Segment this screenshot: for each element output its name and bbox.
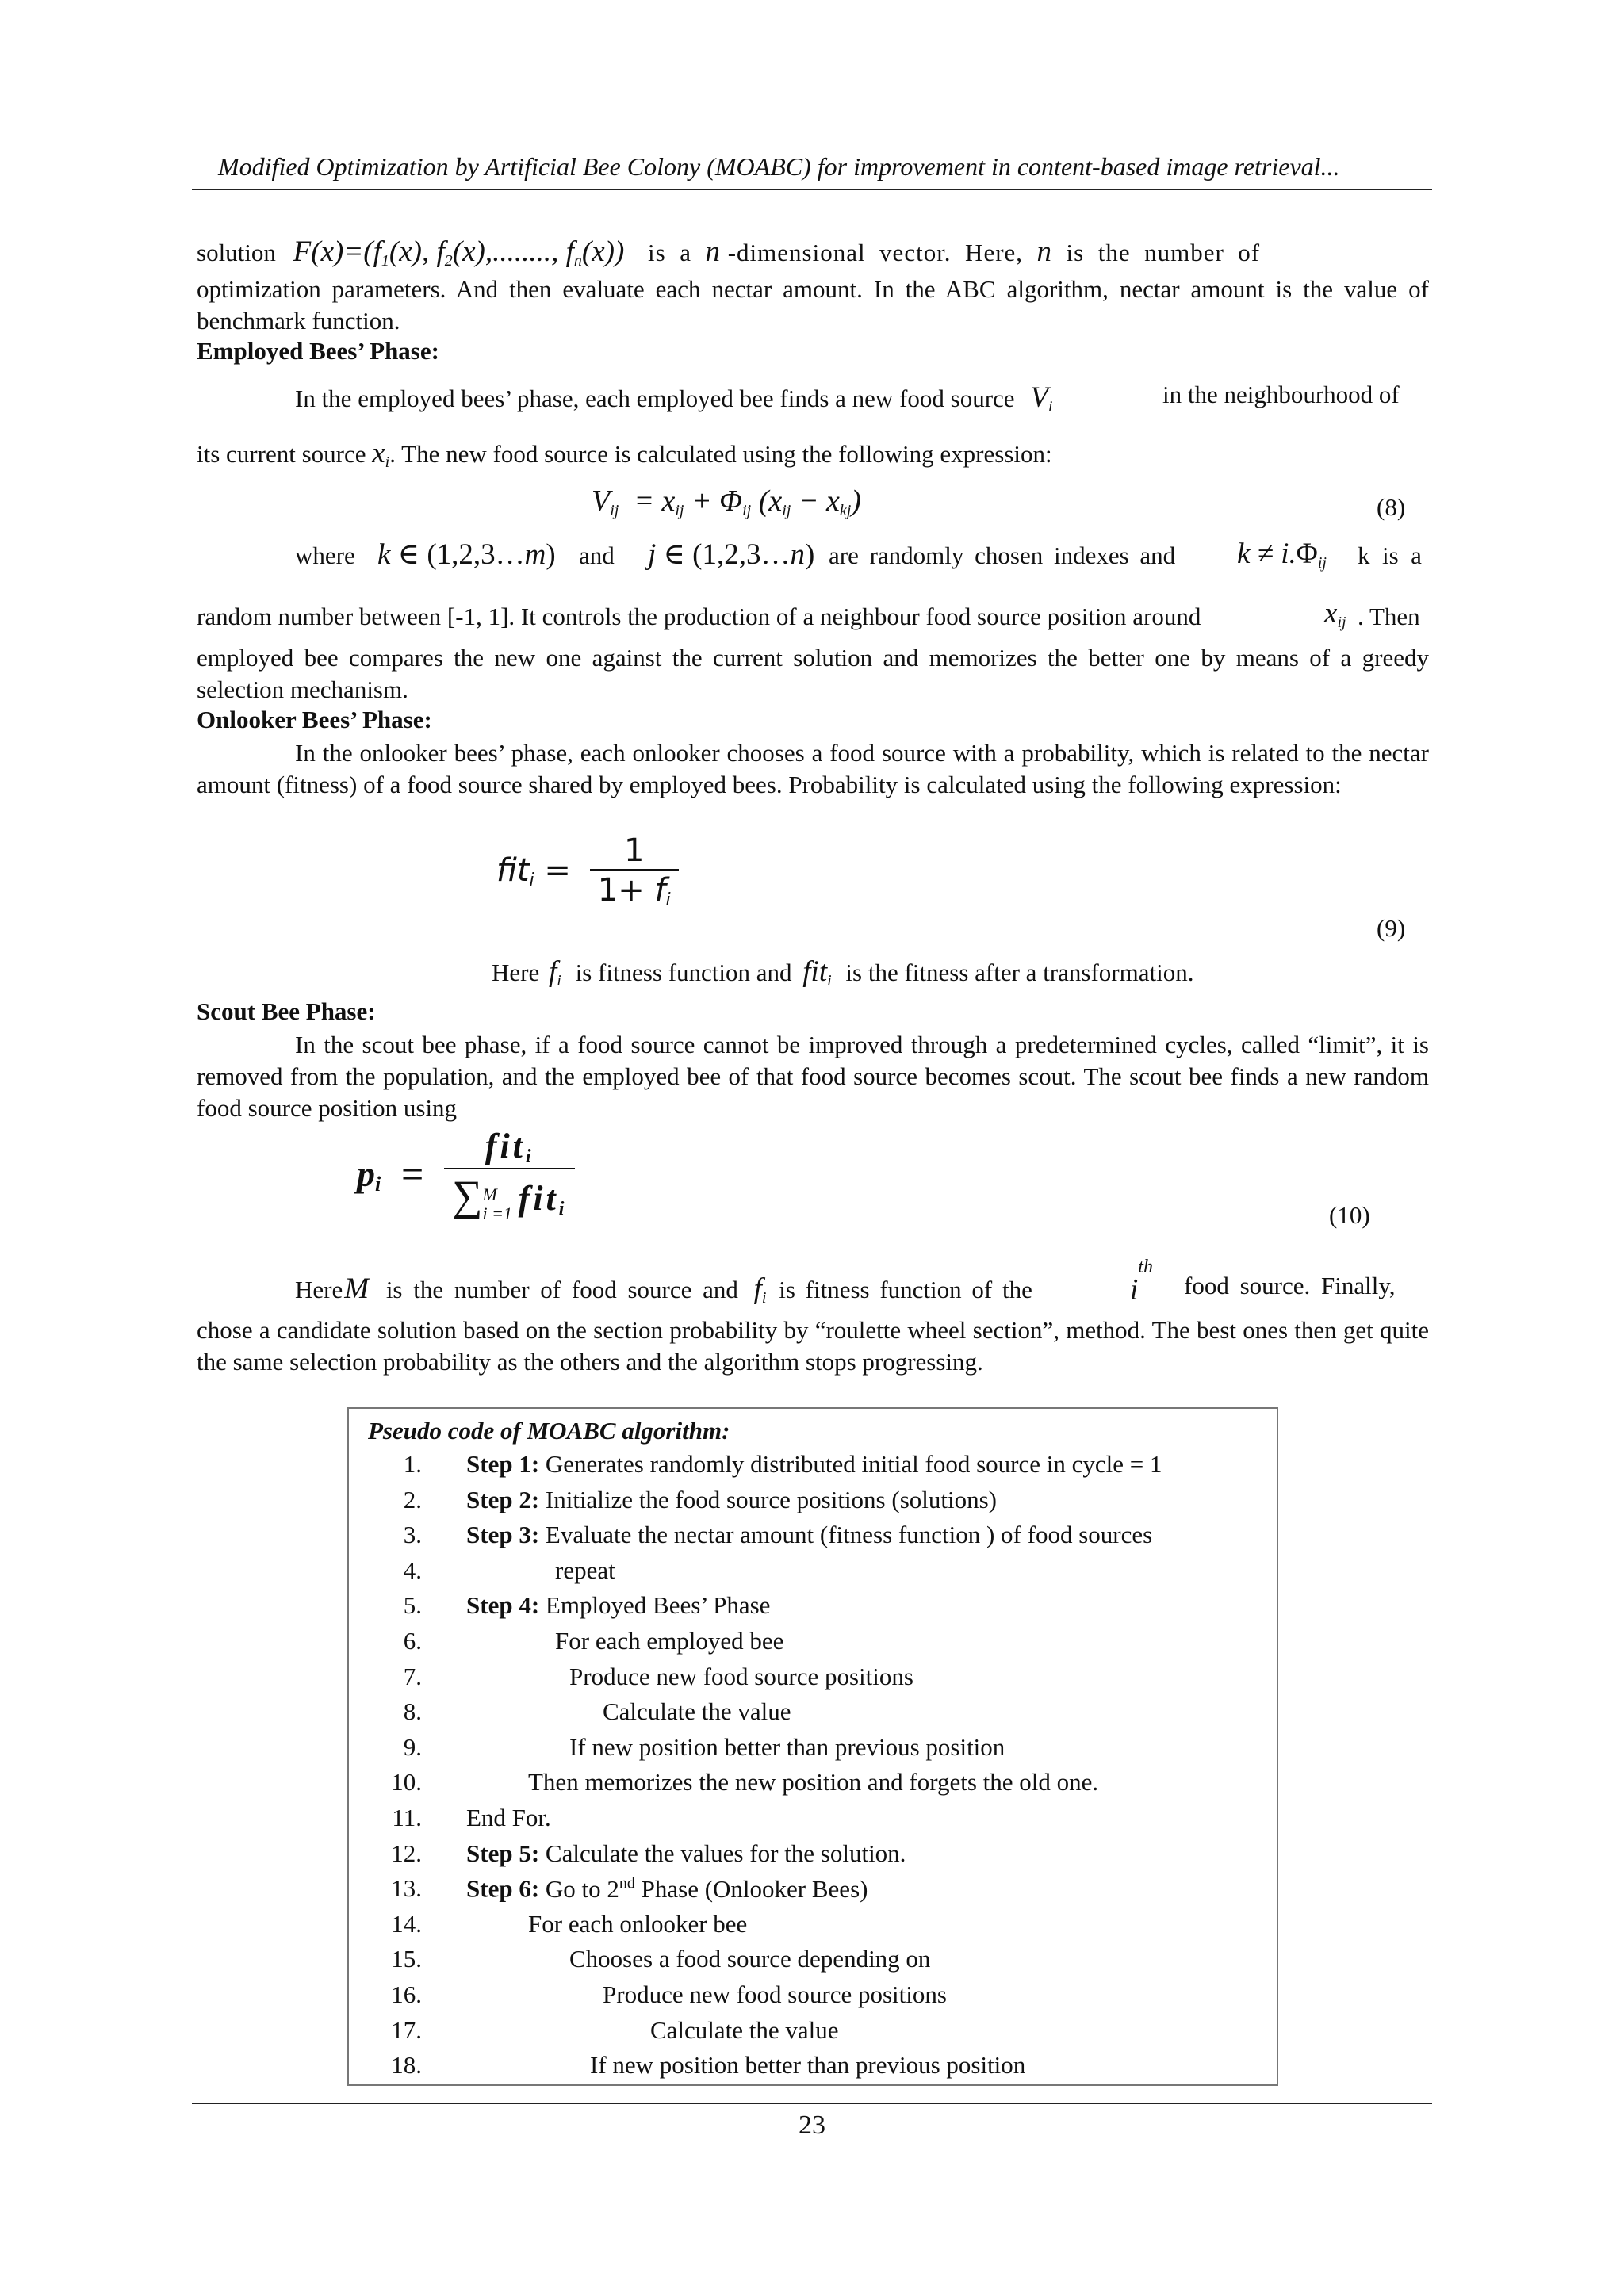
equation-9-number: (9) bbox=[1377, 914, 1406, 942]
pseudocode-line-text bbox=[569, 1945, 930, 1973]
equation-10-number: (10) bbox=[1329, 1201, 1370, 1229]
employed-xi: $x_i$ bbox=[372, 437, 390, 471]
footer-rule bbox=[192, 2103, 1432, 2104]
employed-where-word: where bbox=[295, 541, 355, 569]
pseudocode-line-number: 15. bbox=[391, 1945, 422, 1973]
pseudocode-line-number: 16. bbox=[391, 1980, 422, 2008]
equation-8-number: (8) bbox=[1377, 493, 1406, 521]
pseudocode-line-text bbox=[528, 1910, 747, 1938]
pseudocode-line-number: 2. bbox=[403, 1485, 422, 1513]
employed-heading: Employed Bees’ Phase: bbox=[197, 337, 439, 365]
scout-here-mid2: is fitness function of the bbox=[779, 1276, 1032, 1303]
onlooker-here-post: is the fitness after a transformation. bbox=[845, 959, 1194, 986]
pseudocode-line-text bbox=[603, 1697, 791, 1726]
pseudocode-step-text: End For. bbox=[466, 1804, 551, 1831]
pseudocode-step-text: Employed Bees’ Phase bbox=[539, 1591, 771, 1620]
equation-9: fit$_i$ = $\frac{1}{1+ f_i}$ bbox=[496, 832, 679, 910]
pseudocode-step-text: Calculate the values for the solution. bbox=[539, 1839, 906, 1867]
scout-here-line: HereM is the number of food source and $f_i$ is fitness function of the bbox=[295, 1272, 1032, 1307]
pseudocode-line-text bbox=[466, 1839, 906, 1868]
pseudocode-line-number: 4. bbox=[403, 1556, 422, 1584]
pseudocode-step-text: Produce new food source positions bbox=[603, 1980, 947, 2008]
pseudocode-step-label: Step 2: bbox=[466, 1485, 540, 1513]
pseudocode-step-text: Go to 2nd Phase (Onlooker Bees) bbox=[539, 1874, 868, 1903]
pseudocode-step-text: For each onlooker bee bbox=[528, 1909, 748, 1938]
intro-formula: $F(x)=(f_1(x)$, $f_2(x)$,........, $f_n(x)$) bbox=[293, 235, 625, 270]
pseudocode-line-number: 7. bbox=[403, 1662, 422, 1690]
pseudocode-line-number: 3. bbox=[403, 1521, 422, 1549]
pseudocode-line-number: 13. bbox=[391, 1874, 422, 1903]
employed-xij: $x_{ij}$ bbox=[1324, 597, 1346, 631]
pseudocode-line-number: 9. bbox=[403, 1732, 422, 1761]
header-rule bbox=[192, 189, 1432, 190]
employed-cond-k-ne-i: $k \ne i.\Phi_{ij}$ bbox=[1237, 538, 1327, 572]
equation-9-numerator: 1 bbox=[623, 832, 645, 869]
pseudocode-step-text: Initialize the food source positions (solutions) bbox=[539, 1485, 997, 1513]
employed-line-2-pre: its current source bbox=[197, 440, 366, 468]
pseudocode-line-text bbox=[555, 1556, 615, 1585]
running-header: Modified Optimization by Artificial Bee Colony (MOABC) for improvement in content-based image retrieval... bbox=[218, 152, 1340, 181]
pseudocode-step-text: Calculate the value bbox=[603, 1697, 791, 1726]
equation-9-denominator: $1+ f_i$ bbox=[590, 869, 679, 910]
pseudocode-step-text: If new position better than previous position bbox=[569, 1732, 1005, 1761]
pseudocode-step-text: Chooses a food source depending on bbox=[569, 1945, 931, 1973]
pseudocode-line-number: 6. bbox=[403, 1627, 422, 1655]
pseudocode-line-text bbox=[528, 1768, 1098, 1797]
onlooker-heading: Onlooker Bees’ Phase: bbox=[197, 706, 432, 733]
pseudocode-line-text bbox=[466, 1521, 1152, 1549]
pseudocode-line-text bbox=[590, 2051, 1025, 2080]
employed-vi: $V_i$ bbox=[1030, 381, 1053, 415]
employed-line-1 bbox=[295, 381, 1052, 416]
pseudocode-line-number: 11. bbox=[392, 1804, 422, 1831]
intro-solution-word: solution bbox=[197, 239, 276, 266]
pseudocode-step-text: Then memorizes the new position and forgets the old one. bbox=[528, 1768, 1099, 1797]
intro-paragraph: optimization parameters. And then evaluate each nectar amount. In the ABC algorithm, nectar amount is the value of benchmark function. bbox=[197, 275, 1429, 335]
pseudocode-step-text: Calculate the value bbox=[650, 2015, 839, 2044]
scout-ith: $i^{th}$ bbox=[1130, 1257, 1153, 1307]
pseudocode-line-text bbox=[466, 1486, 997, 1514]
scout-here-word: Here bbox=[295, 1276, 343, 1303]
pseudocode-step-text: Evaluate the nectar amount (fitness function ) of food sources bbox=[539, 1521, 1153, 1549]
pseudocode-step-text: Generates randomly distributed initial food source in cycle = 1 bbox=[539, 1450, 1162, 1478]
scout-here-post: food source. Finally, bbox=[1184, 1272, 1396, 1299]
pseudocode-line-text bbox=[466, 1804, 551, 1832]
pseudocode-line-number: 1. bbox=[403, 1450, 422, 1478]
pseudocode-line-text bbox=[466, 1591, 770, 1620]
employed-cond-tail: k is a bbox=[1358, 541, 1422, 569]
pseudocode-line-text bbox=[555, 1627, 783, 1655]
pseudocode-step-label: Step 5: bbox=[466, 1839, 540, 1867]
pseudocode-line-text bbox=[466, 1874, 868, 1903]
scout-paragraph-2: chose a candidate solution based on the section probability by “roulette wheel section”, method. The best ones then get quite the same selection probability as the others and the algorithm stops progressing. bbox=[197, 1316, 1429, 1376]
employed-line-2-post: . The new food source is calculated using the following expression: bbox=[389, 440, 1052, 468]
pseudocode-line-number: 14. bbox=[391, 1909, 422, 1938]
pseudocode-step-text: If new position better than previous position bbox=[590, 2051, 1026, 2080]
onlooker-here-line: Here $f_i$ is fitness function and fit$_i$ is the fitness after a transformation. bbox=[492, 955, 1194, 989]
pseudocode-line-number: 17. bbox=[391, 2015, 422, 2044]
page-number: 23 bbox=[799, 2110, 825, 2140]
pseudocode-line-text bbox=[569, 1733, 1005, 1762]
pseudocode-line-number: 8. bbox=[403, 1697, 422, 1726]
pseudocode-line-text bbox=[603, 1980, 947, 2009]
employed-line-2 bbox=[197, 436, 1052, 472]
employed-line-4-post: . Then bbox=[1358, 603, 1420, 630]
employed-cond-j: j ∈ (1,2,3…n) bbox=[648, 538, 815, 571]
pseudocode-step-text: Produce new food source positions bbox=[569, 1662, 914, 1690]
equation-10: $p_i$ = fit$_i$ ∑ M i =1 fit$_i$ bbox=[357, 1126, 575, 1223]
employed-cond-k: k ∈ (1,2,3…m) bbox=[377, 538, 556, 571]
pseudocode-line-text bbox=[466, 1450, 1162, 1479]
pseudocode-step-text: For each employed bee bbox=[555, 1627, 784, 1655]
intro-line-1-tail: is a n -dimensional vector. Here, n is the number of bbox=[648, 235, 1261, 268]
pseudocode-step-text: repeat bbox=[555, 1556, 615, 1584]
onlooker-paragraph: In the onlooker bees’ phase, each onlooker chooses a food source with a probability, which is related to the nectar amount (fitness) of a food source shared by employed bees. Probability is calculated using the following expression: bbox=[197, 739, 1429, 798]
scout-here-mid: is the number of food source and bbox=[385, 1276, 738, 1303]
pseudocode-line-number: 10. bbox=[391, 1768, 422, 1797]
pseudocode-line-text bbox=[650, 2016, 839, 2045]
pseudocode-step-label: Step 3: bbox=[466, 1521, 540, 1549]
intro-line-1 bbox=[197, 235, 1429, 270]
onlooker-here-word: Here bbox=[492, 959, 540, 986]
employed-and-word: and bbox=[579, 541, 615, 569]
employed-cond-text: are randomly chosen indexes and bbox=[829, 541, 1176, 569]
employed-line-1-text: In the employed bees’ phase, each employed bee finds a new food source bbox=[295, 385, 1015, 412]
employed-line-1-tail: in the neighbourhood of bbox=[1162, 381, 1400, 408]
scout-heading: Scout Bee Phase: bbox=[197, 997, 376, 1025]
employed-paragraph: employed bee compares the new one against the current solution and memorizes the better one by means of a greedy selection mechanism. bbox=[197, 644, 1429, 703]
pseudocode-title: Pseudo code of MOABC algorithm: bbox=[368, 1417, 730, 1445]
scout-paragraph: In the scout bee phase, if a food source cannot be improved through a predetermined cycles, called “limit”, it is removed from the population, and the employed bee of that food source becomes scout. The scout bee finds a new random food source position using bbox=[197, 1031, 1429, 1122]
pseudocode-line-number: 5. bbox=[403, 1591, 422, 1620]
pseudocode-line-number: 12. bbox=[391, 1839, 422, 1867]
employed-line-4 bbox=[197, 603, 1201, 631]
pseudocode-line-text bbox=[569, 1663, 914, 1691]
equation-8: $V_{ij} = x_{ij} + \Phi_{ij}$ $(x_{ij} - x_{kj})$ bbox=[592, 484, 861, 519]
employed-line-4-pre: random number between [-1, 1]. It controls the production of a neighbour food source position around bbox=[197, 603, 1201, 630]
onlooker-here-mid: is fitness function and bbox=[575, 959, 792, 986]
pseudocode-step-label: Step 6: bbox=[466, 1874, 540, 1903]
pseudocode-line-number: 18. bbox=[391, 2051, 422, 2080]
pseudocode-step-label: Step 4: bbox=[466, 1591, 540, 1620]
pseudocode-box bbox=[347, 1407, 1278, 2086]
pseudocode-step-label: Step 1: bbox=[466, 1450, 540, 1478]
